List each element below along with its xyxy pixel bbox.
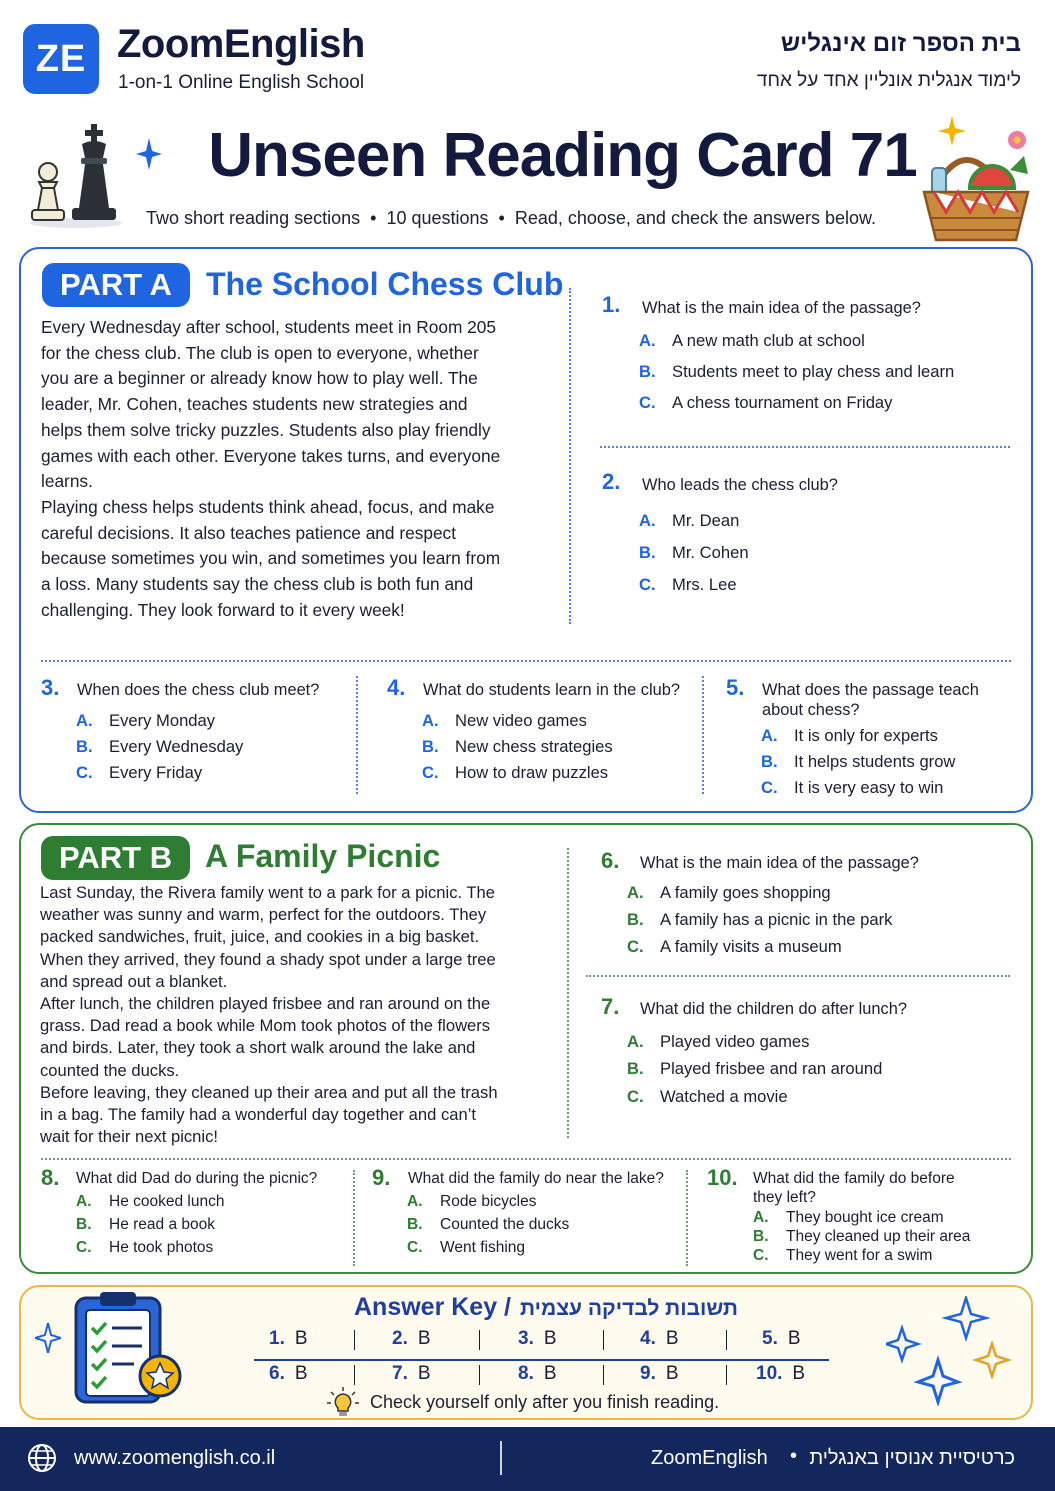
divider xyxy=(603,1365,604,1385)
divider xyxy=(41,660,1011,662)
question-text: What do students learn in the club? xyxy=(423,681,680,699)
footer-brand: ZoomEnglish xyxy=(651,1447,768,1469)
divider xyxy=(41,1158,1011,1160)
question-number: 3. xyxy=(41,675,60,700)
part-b-title: A Family Picnic xyxy=(205,838,441,874)
separator-dot: • xyxy=(790,1445,798,1467)
answer-option[interactable]: B. Mr. Cohen xyxy=(639,543,749,562)
answer-key-item: 4. B xyxy=(640,1328,679,1349)
part-a-badge: PART A xyxy=(42,263,190,307)
question-text: When does the chess club meet? xyxy=(77,681,320,699)
page-title: Unseen Reading Card 71 xyxy=(208,121,917,190)
answer-key-item: 9. B xyxy=(640,1363,679,1384)
question-3 xyxy=(41,675,351,790)
answer-option[interactable]: A. It is only for experts xyxy=(761,726,938,745)
part-b-paragraph-1: Last Sunday, the Rivera family went to a park for a picnic. The weather was sunny and warm, perfect for the outdoors. They packed sandwiches, fruit, juice, and cookies in a big basket. When they arrived, they found a shady spot under a large tree and spread out a blanket. xyxy=(40,883,496,991)
separator-dot: • xyxy=(370,208,377,228)
sparkle-icon xyxy=(886,1296,1016,1406)
question-7 xyxy=(601,994,1021,1114)
answer-option[interactable]: C. He took photos xyxy=(76,1239,214,1256)
answer-option[interactable]: A. A family goes shopping xyxy=(627,883,831,902)
sparkle-icon xyxy=(35,1323,61,1353)
question-text: What did the family do near the lake? xyxy=(408,1170,664,1187)
answer-option[interactable]: C. Went fishing xyxy=(407,1239,526,1256)
divider xyxy=(479,1365,480,1385)
question-2 xyxy=(602,469,1012,599)
answer-option[interactable]: A. They bought ice cream xyxy=(753,1209,944,1226)
question-number: 4. xyxy=(387,675,406,700)
divider xyxy=(569,288,571,624)
hebrew-tagline: לימוד אנגלית אונליין אחד על אחד xyxy=(756,70,1021,91)
question-number: 2. xyxy=(602,469,621,494)
answer-option[interactable]: A. Rode bicycles xyxy=(407,1193,537,1210)
divider xyxy=(726,1365,727,1385)
answer-key-item: 2. B xyxy=(392,1328,431,1349)
divider xyxy=(354,1330,355,1350)
answer-key-item: 5. B xyxy=(762,1328,801,1349)
part-b-badge: PART B xyxy=(41,836,190,880)
divider xyxy=(567,848,569,1138)
question-number: 8. xyxy=(41,1165,60,1190)
answer-key-item: 1. B xyxy=(269,1328,308,1349)
clipboard-checklist-icon xyxy=(68,1288,192,1408)
divider xyxy=(500,1441,502,1475)
divider xyxy=(603,1330,604,1350)
hebrew-school-name: בית הספר זום אינגליש xyxy=(780,30,1021,57)
question-4 xyxy=(387,675,697,790)
answer-key-title-hebrew: תשובות לבדיקה עצמית xyxy=(520,1297,738,1320)
divider xyxy=(353,1170,355,1266)
answer-option[interactable]: C. A chess tournament on Friday xyxy=(639,393,893,412)
answer-option[interactable]: B. A family has a picnic in the park xyxy=(627,910,893,929)
answer-option[interactable]: B. Students meet to play chess and learn xyxy=(639,362,955,381)
separator-dot: • xyxy=(498,208,505,228)
question-text: What did the family do before they left? xyxy=(753,1170,955,1206)
part-a-title: The School Chess Club xyxy=(206,266,564,302)
answer-option[interactable]: B. Played frisbee and ran around xyxy=(627,1059,883,1078)
globe-icon xyxy=(26,1442,58,1474)
answer-option[interactable]: A. A new math club at school xyxy=(639,331,865,350)
part-a-passage xyxy=(41,315,511,623)
picnic-basket-icon xyxy=(914,110,1038,248)
answer-option[interactable]: A. Mr. Dean xyxy=(639,511,740,530)
answer-key-title: Answer Key / xyxy=(354,1293,512,1321)
answer-option[interactable]: B. Counted the ducks xyxy=(407,1216,570,1233)
answer-key-item: 7. B xyxy=(392,1363,431,1384)
answer-option[interactable]: A. Every Monday xyxy=(76,711,216,730)
answer-key-item: 6. B xyxy=(269,1363,308,1384)
footer-hebrew-caption: כרטיסיית אנוסין באנגלית xyxy=(809,1447,1015,1469)
part-b-paragraph-3: Before leaving, they cleaned up their area and put all the trash in a bag. The family had a wonderful day together and can’t wait for their next picnic! xyxy=(40,1082,498,1147)
question-number: 5. xyxy=(726,675,745,700)
answer-option[interactable]: C. It is very easy to win xyxy=(761,778,944,797)
answer-option[interactable]: C. Watched a movie xyxy=(627,1087,788,1106)
part-b-passage xyxy=(40,882,510,1148)
answer-option[interactable]: A. New video games xyxy=(422,711,587,730)
answer-option[interactable]: B. Every Wednesday xyxy=(76,737,244,756)
question-5 xyxy=(726,675,1016,800)
question-text: What did the children do after lunch? xyxy=(640,1000,907,1018)
answer-key-item: 8. B xyxy=(518,1363,557,1384)
question-10 xyxy=(707,1165,1017,1265)
question-8 xyxy=(41,1165,351,1265)
part-a-paragraph-1: Every Wednesday after school, students meet in Room 205 for the chess club. The club is open to everyone, whether you are a beginner or already know how to play well. The leader, Mr. Cohen, teaches students new strategies and helps them solve tricky puzzles. Students also play friendly games with each other. Everyone takes turns, and everyone learns. xyxy=(41,317,501,492)
answer-key-row xyxy=(254,1326,829,1356)
website-link[interactable]: www.zoomenglish.co.il xyxy=(74,1447,276,1469)
answer-option[interactable]: B. They cleaned up their area xyxy=(753,1228,971,1245)
subtitle-line xyxy=(146,208,876,229)
answer-option[interactable]: B. It helps students grow xyxy=(761,752,956,771)
question-number: 7. xyxy=(601,994,620,1019)
answer-option[interactable]: C. They went for a swim xyxy=(753,1247,933,1264)
brand-name: ZoomEnglish xyxy=(117,22,365,66)
page-header xyxy=(0,0,1055,100)
answer-option[interactable]: C. A family visits a museum xyxy=(627,937,842,956)
question-9 xyxy=(372,1165,682,1265)
answer-key-row xyxy=(254,1359,829,1389)
divider xyxy=(479,1330,480,1350)
logo: ZE xyxy=(23,24,99,94)
answer-option[interactable]: A. He cooked lunch xyxy=(76,1193,225,1210)
question-number: 10. xyxy=(707,1165,738,1190)
question-1 xyxy=(602,292,1012,422)
part-b-paragraph-2: After lunch, the children played frisbee and ran around on the grass. Dad read a book while Mom took photos of the flowers and birds. Later, they took a short walk around the lake and counted the ducks. xyxy=(40,994,491,1080)
question-6 xyxy=(601,848,1021,968)
page-footer xyxy=(0,1427,1055,1491)
lightbulb-icon xyxy=(326,1386,360,1418)
part-a-paragraph-2: Playing chess helps students think ahead, focus, and make careful decisions. It also teaches patience and respect because sometimes you win, and sometimes you learn from a loss. Many students say the chess club is both fun and challenging. They look forward to it every week! xyxy=(41,496,501,620)
question-text: What is the main idea of the passage? xyxy=(640,854,919,872)
answer-key-item: 3. B xyxy=(518,1328,557,1349)
divider xyxy=(586,975,1010,977)
question-text: What does the passage teach about chess? xyxy=(762,681,979,719)
divider xyxy=(600,446,1010,448)
subtitle-questions: 10 questions xyxy=(386,208,489,228)
answer-option[interactable]: A. Played video games xyxy=(627,1032,810,1051)
divider xyxy=(356,676,358,794)
answer-option[interactable]: B. He read a book xyxy=(76,1216,215,1233)
answer-option[interactable]: C. Every Friday xyxy=(76,763,203,782)
divider xyxy=(686,1170,688,1266)
answer-option[interactable]: C. Mrs. Lee xyxy=(639,575,737,594)
answer-option[interactable]: B. New chess strategies xyxy=(422,737,613,756)
question-text: What did Dad do during the picnic? xyxy=(76,1170,318,1187)
question-number: 9. xyxy=(372,1165,391,1190)
answer-key-item: 10. B xyxy=(756,1363,806,1384)
divider xyxy=(726,1330,727,1350)
divider xyxy=(702,676,704,794)
subtitle-sections: Two short reading sections xyxy=(146,208,361,228)
question-text: Who leads the chess club? xyxy=(642,476,838,494)
answer-option[interactable]: C. How to draw puzzles xyxy=(422,763,609,782)
subtitle-instructions: Read, choose, and check the answers below. xyxy=(514,208,877,228)
answer-key-note: Check yourself only after you finish reading. xyxy=(370,1392,720,1412)
brand-tagline: 1-on-1 Online English School xyxy=(118,72,365,93)
question-text: What is the main idea of the passage? xyxy=(642,299,921,317)
divider xyxy=(354,1365,355,1385)
question-number: 6. xyxy=(601,848,620,873)
question-number: 1. xyxy=(602,292,621,317)
